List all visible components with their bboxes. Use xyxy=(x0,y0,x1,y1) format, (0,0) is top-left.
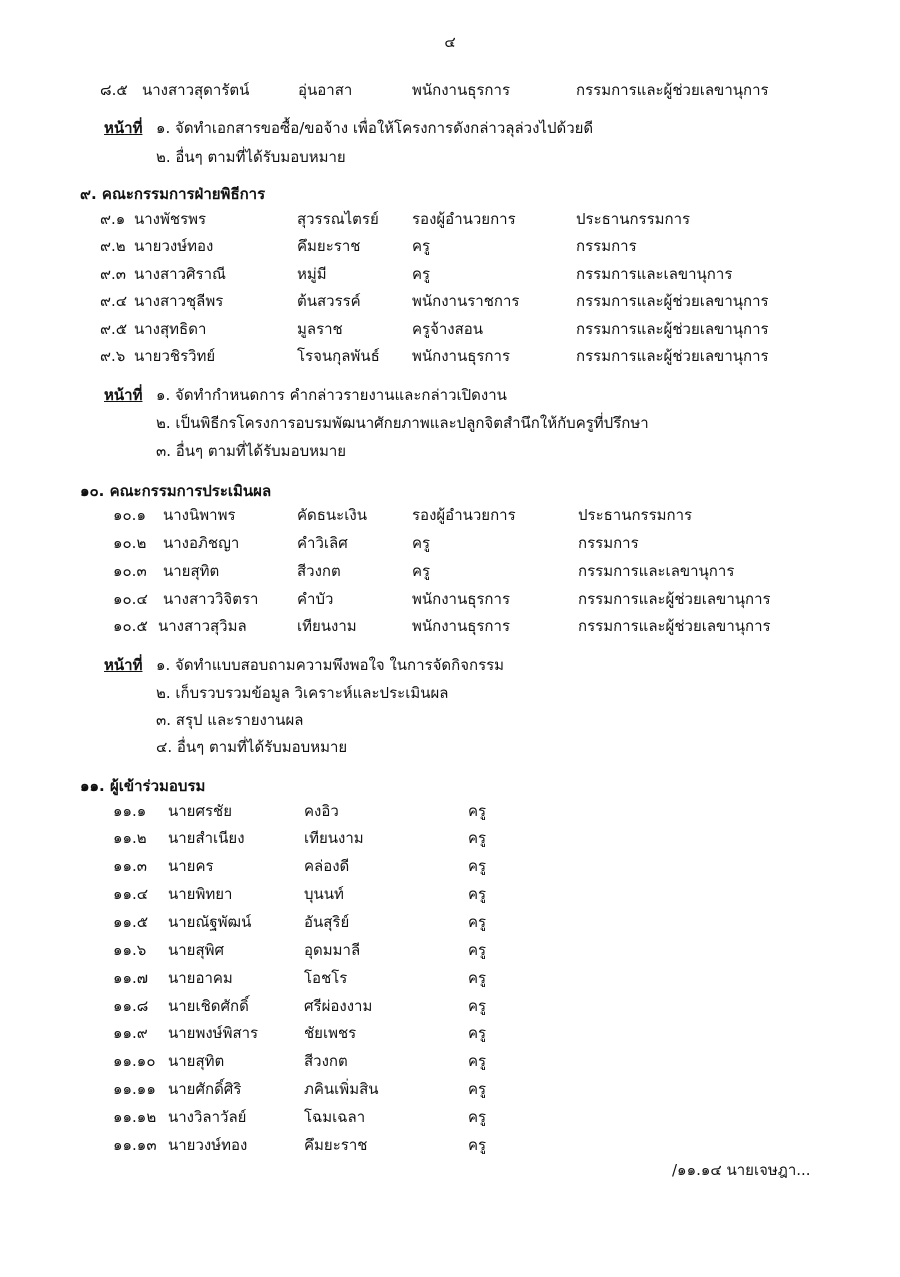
member-number: ๑๐.๔ xyxy=(113,590,148,608)
duty-item: ๔. อื่นๆ ตามที่ได้รับมอบหมาย xyxy=(156,738,348,756)
duty-item: ๒. เก็บรวบรวมข้อมูล วิเคราะห์และประเมินผล xyxy=(156,684,449,702)
member-row xyxy=(0,207,900,231)
member-last-name: ชัยเพชร xyxy=(304,1024,357,1042)
member-number: ๑๐.๑ xyxy=(113,506,146,524)
member-number: ๑๑.๑๐ xyxy=(113,1052,156,1070)
member-number: ๑๑.๖ xyxy=(113,941,147,959)
member-position: ครู xyxy=(412,562,431,580)
duty-item: ๑. จัดทำกำหนดการ คำกล่าวรายงานและกล่าวเปิดงาน xyxy=(156,386,507,404)
member-number: ๑๑.๓ xyxy=(113,857,148,875)
member-row xyxy=(0,262,900,286)
member-first-name: นางวิลาวัลย์ xyxy=(168,1108,247,1126)
member-number: ๑๐.๕ xyxy=(113,617,148,635)
member-position: ครู xyxy=(468,802,487,820)
duty-label: หน้าที่ xyxy=(104,386,143,404)
member-last-name: สีวงกต xyxy=(297,562,341,580)
member-position: ครู xyxy=(468,913,487,931)
participant-row xyxy=(0,1133,900,1157)
member-row xyxy=(0,289,900,313)
member-row xyxy=(0,317,900,341)
member-number: ๑๑.๔ xyxy=(113,885,149,903)
member-position: พนักงานธุรการ xyxy=(412,617,510,635)
member-last-name: ภคินเพิ่มสิน xyxy=(304,1080,379,1098)
duty-item: ๒. เป็นพิธีกรโครงการอบรมพัฒนาศักยภาพและปลูกจิตสำนึกให้กับครูที่ปรึกษา xyxy=(156,414,649,432)
member-row xyxy=(0,344,900,368)
member-row xyxy=(0,503,900,527)
participant-row xyxy=(0,1021,900,1045)
member-first-name: นางสาวศิราณี xyxy=(134,265,226,283)
member-first-name: นางนิพาพร xyxy=(163,506,236,524)
member-first-name: นายสุพิศ xyxy=(168,941,225,959)
member-number: ๑๑.๗ xyxy=(113,969,149,987)
duty-label: หน้าที่ xyxy=(104,656,143,674)
member-last-name: ศรีผ่องงาม xyxy=(304,997,373,1015)
member-role: กรรมการ xyxy=(576,237,637,255)
member-position: ครู xyxy=(468,1136,487,1154)
member-last-name: เทียนงาม xyxy=(304,829,364,847)
participant-row xyxy=(0,799,900,823)
member-first-name: นายวงษ์ทอง xyxy=(134,237,214,255)
member-last-name: สีวงกต xyxy=(304,1052,348,1070)
participant-row xyxy=(0,994,900,1018)
member-position: ครู xyxy=(412,237,431,255)
continuation-note: /๑๑.๑๔ นายเจษฎา... xyxy=(672,1161,811,1179)
member-last-name: อุดมมาลี xyxy=(304,941,361,959)
member-position: ครู xyxy=(468,1080,487,1098)
member-first-name: นายคร xyxy=(168,857,214,875)
member-position: ครู xyxy=(468,829,487,847)
member-role: กรรมการและผู้ช่วยเลขานุการ xyxy=(576,292,769,310)
member-position: พนักงานธุรการ xyxy=(412,590,510,608)
member-number: ๙.๔ xyxy=(100,292,128,310)
participant-row xyxy=(0,1105,900,1129)
member-first-name: นายศรชัย xyxy=(168,802,233,820)
member-first-name: นายสุทิต xyxy=(168,1052,225,1070)
member-role: กรรมการและผู้ช่วยเลขานุการ xyxy=(576,347,769,365)
member-role: ประธานกรรมการ xyxy=(578,506,693,524)
participant-row xyxy=(0,882,900,906)
section-heading: ๑๐. คณะกรรมการประเมินผล xyxy=(80,482,272,500)
member-position: ครู xyxy=(468,1024,487,1042)
member-number: ๑๐.๒ xyxy=(113,534,147,552)
member-first-name: นางสาวชุลีพร xyxy=(134,292,224,310)
member-position: ครูจ้างสอน xyxy=(412,320,484,338)
duty-item: ๑. จัดทำเอกสารขอซื้อ/ขอจ้าง เพื่อให้โครงการดังกล่าวลุล่วงไปด้วยดี xyxy=(156,119,594,137)
member-row xyxy=(0,559,900,583)
member-position: ครู xyxy=(468,857,487,875)
member-position: พนักงานราชการ xyxy=(412,292,520,310)
member-number: ๙.๑ xyxy=(100,210,126,228)
member-role: กรรมการและเลขานุการ xyxy=(576,265,733,283)
member-number: ๙.๕ xyxy=(100,320,128,338)
member-number: ๘.๕ xyxy=(100,81,128,99)
member-number: ๙.๒ xyxy=(100,237,126,255)
member-role: กรรมการและเลขานุการ xyxy=(578,562,735,580)
member-number: ๑๑.๒ xyxy=(113,829,147,847)
member-number: ๙.๓ xyxy=(100,265,127,283)
member-last-name: คึมยะราช xyxy=(297,237,361,255)
member-number: ๑๐.๓ xyxy=(113,562,147,580)
member-position: รองผู้อำนวยการ xyxy=(412,210,516,228)
member-last-name: โรจนกุลพันธ์ xyxy=(297,347,380,365)
member-row xyxy=(0,531,900,555)
member-last-name: คล่องดี xyxy=(304,857,350,875)
section-heading: ๙. คณะกรรมการฝ่ายพิธีการ xyxy=(80,185,266,203)
member-last-name: คึมยะราช xyxy=(304,1136,368,1154)
member-position: ครู xyxy=(468,1108,487,1126)
member-last-name: คำวิเลิศ xyxy=(297,534,348,552)
member-number: ๑๑.๑ xyxy=(113,802,147,820)
member-role: กรรมการ xyxy=(578,534,639,552)
member-first-name: นายวงษ์ทอง xyxy=(168,1136,248,1154)
member-first-name: นายเชิดศักดิ์ xyxy=(168,997,249,1015)
member-position: ครู xyxy=(468,1052,487,1070)
member-row xyxy=(0,614,900,638)
participant-row xyxy=(0,826,900,850)
member-row xyxy=(0,234,900,258)
member-first-name: นางพัชรพร xyxy=(134,210,207,228)
member-row xyxy=(0,78,900,102)
member-last-name: มูลราช xyxy=(297,320,343,338)
member-first-name: นางสาวสุดารัตน์ xyxy=(142,81,250,99)
member-first-name: นายพิทยา xyxy=(168,885,233,903)
member-last-name: คำบัว xyxy=(297,590,334,608)
member-position: รองผู้อำนวยการ xyxy=(412,506,516,524)
member-number: ๑๑.๑๑ xyxy=(113,1080,156,1098)
member-role: กรรมการและผู้ช่วยเลขานุการ xyxy=(578,617,771,635)
member-first-name: นายศักดิ์ศิริ xyxy=(168,1080,242,1098)
member-role: กรรมการและผู้ช่วยเลขานุการ xyxy=(578,590,771,608)
member-first-name: นายวชิรวิทย์ xyxy=(134,347,216,365)
member-first-name: นางอภิชญา xyxy=(163,534,240,552)
member-last-name: โฉมเฉลา xyxy=(304,1108,366,1126)
member-last-name: โอชโร xyxy=(304,969,348,987)
member-number: ๑๑.๑๒ xyxy=(113,1108,157,1126)
duty-item: ๑. จัดทำแบบสอบถามความพึงพอใจ ในการจัดกิจกรรม xyxy=(156,656,505,674)
duty-item: ๒. อื่นๆ ตามที่ได้รับมอบหมาย xyxy=(156,148,346,166)
member-position: พนักงานธุรการ xyxy=(412,81,510,99)
member-position: ครู xyxy=(468,969,487,987)
member-number: ๑๑.๑๓ xyxy=(113,1136,157,1154)
member-last-name: เทียนงาม xyxy=(297,617,357,635)
participant-row xyxy=(0,910,900,934)
member-position: พนักงานธุรการ xyxy=(412,347,510,365)
member-number: ๑๑.๕ xyxy=(113,913,149,931)
member-last-name: คงอิว xyxy=(304,802,339,820)
page-number: ๔ xyxy=(444,33,456,51)
member-number: ๑๑.๙ xyxy=(113,1024,148,1042)
member-position: ครู xyxy=(412,534,431,552)
section-heading: ๑๑. ผู้เข้าร่วมอบรม xyxy=(80,777,206,795)
member-first-name: นายสำเนียง xyxy=(168,829,245,847)
member-last-name: อุ่นอาสา xyxy=(298,81,353,99)
member-first-name: นายณัฐพัฒน์ xyxy=(168,913,252,931)
member-first-name: นางสาววิจิตรา xyxy=(163,590,259,608)
duty-item: ๓. อื่นๆ ตามที่ได้รับมอบหมาย xyxy=(156,442,347,460)
participant-row xyxy=(0,854,900,878)
member-first-name: นายพงษ์พิสาร xyxy=(168,1024,259,1042)
member-role: ประธานกรรมการ xyxy=(576,210,691,228)
member-position: ครู xyxy=(468,885,487,903)
member-role: กรรมการและผู้ช่วยเลขานุการ xyxy=(576,320,769,338)
participant-row xyxy=(0,1077,900,1101)
member-last-name: คัดธนะเงิน xyxy=(297,506,367,524)
member-last-name: ต้นสวรรค์ xyxy=(297,292,361,310)
member-position: ครู xyxy=(412,265,431,283)
member-first-name: นางสาวสุวิมล xyxy=(158,617,247,635)
member-number: ๑๑.๘ xyxy=(113,997,149,1015)
participant-row xyxy=(0,938,900,962)
member-last-name: อันสุริย์ xyxy=(304,913,350,931)
duty-item: ๓. สรุป และรายงานผล xyxy=(156,711,304,729)
duty-label: หน้าที่ xyxy=(104,119,143,137)
member-first-name: นายสุทิต xyxy=(163,562,220,580)
member-position: ครู xyxy=(468,997,487,1015)
member-last-name: บุนนท์ xyxy=(304,885,344,903)
member-row xyxy=(0,587,900,611)
member-number: ๙.๖ xyxy=(100,347,126,365)
member-role: กรรมการและผู้ช่วยเลขานุการ xyxy=(576,81,769,99)
participant-row xyxy=(0,1049,900,1073)
member-last-name: สุวรรณไตรย์ xyxy=(297,210,379,228)
member-first-name: นายอาคม xyxy=(168,969,233,987)
member-last-name: หมู่มี xyxy=(297,265,327,283)
participant-row xyxy=(0,966,900,990)
member-first-name: นางสุทธิดา xyxy=(134,320,207,338)
member-position: ครู xyxy=(468,941,487,959)
